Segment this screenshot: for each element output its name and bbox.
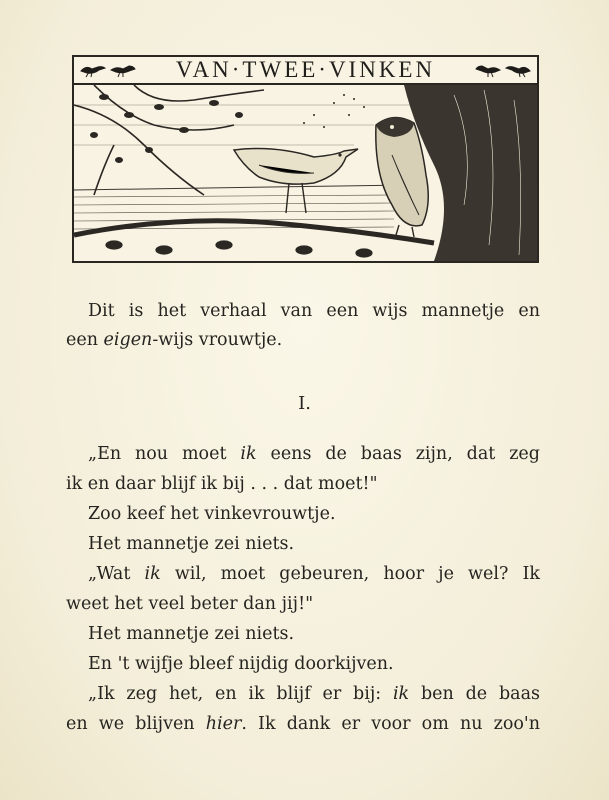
text-line: Het mannetje zei niets. <box>88 624 295 644</box>
text-line <box>66 710 540 739</box>
intro-line-2 <box>66 326 282 355</box>
finches-engraving <box>74 85 537 261</box>
page-title: VAN·TWEE·VINKEN <box>175 57 436 82</box>
chapter-heading: I. <box>298 393 311 414</box>
text-line: ik en daar blijf ik bij . . . dat moet!" <box>66 474 378 494</box>
finches-illustration <box>72 85 539 263</box>
title-banner <box>72 55 539 85</box>
text-span: „En nou moet <box>88 444 241 464</box>
text-line: Zoo keef het vinkevrouwtje. <box>88 504 336 524</box>
text-line: weet het veel beter dan jij!" <box>66 594 314 614</box>
emphasis: eigen <box>103 330 153 350</box>
text-line <box>88 680 540 709</box>
text-line <box>88 440 540 469</box>
text-span: „Ik zeg het, en ik blijf er bij: <box>88 684 393 704</box>
bird-icon <box>80 61 106 79</box>
bird-icon <box>110 61 136 79</box>
bird-icon <box>505 61 531 79</box>
text-span: en we blijven <box>66 714 206 734</box>
text-span: eens de baas zijn, dat zeg <box>256 444 540 464</box>
text-span: „Wat <box>88 564 145 584</box>
text-span: ben de baas <box>409 684 540 704</box>
text-span: . Ik dank er voor om nu zoo'n <box>241 714 540 734</box>
bird-icon <box>475 61 501 79</box>
text-span: -wijs vrouwtje. <box>152 330 283 350</box>
emphasis: ik <box>240 444 257 464</box>
text-line: Het mannetje zei niets. <box>88 534 295 554</box>
emphasis: ik <box>144 564 161 584</box>
text-line: En 't wijfje bleef nijdig doorkijven. <box>88 654 394 674</box>
emphasis: ik <box>392 684 410 704</box>
intro-line-1: Dit is het verhaal van een wijs mannetje en <box>88 301 540 321</box>
emphasis: hier <box>205 714 242 734</box>
text-span: een <box>66 330 104 350</box>
text-span: wil, moet gebeuren, hoor je wel? Ik <box>160 564 541 584</box>
text-line <box>88 560 540 589</box>
